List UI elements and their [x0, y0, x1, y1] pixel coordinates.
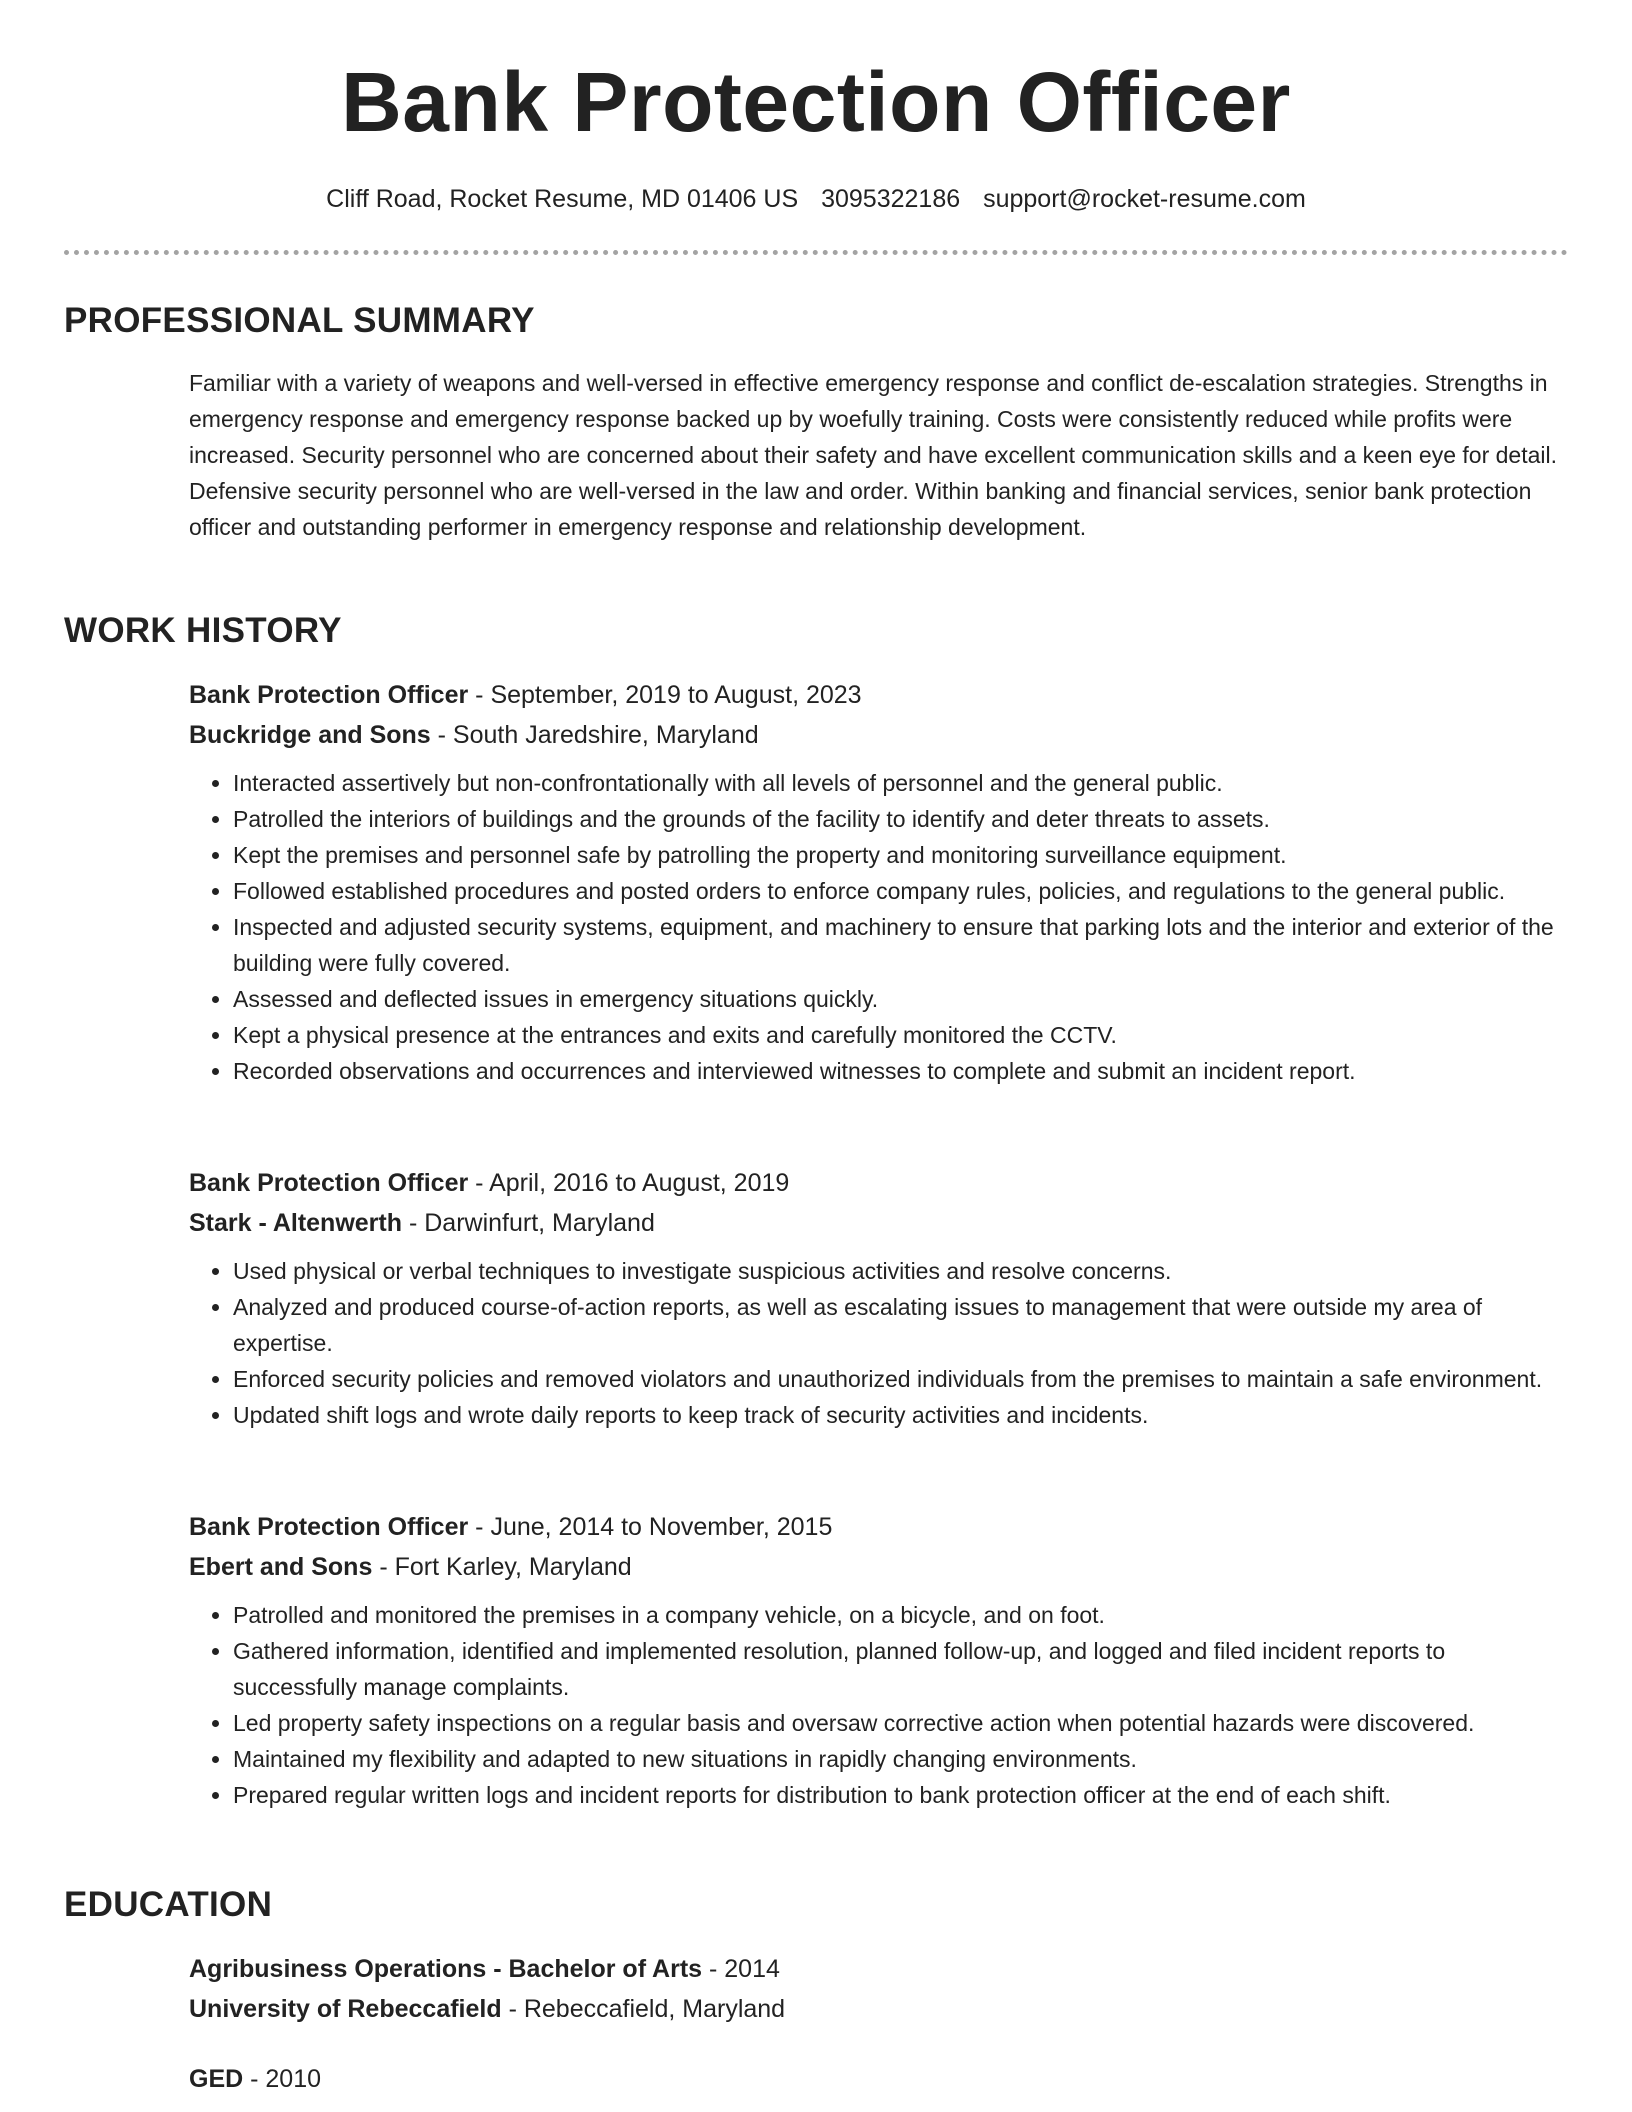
job-company: Ebert and Sons [189, 1553, 373, 1581]
summary-heading: PROFESSIONAL SUMMARY [64, 301, 535, 340]
list-item: • Kept the premises and personnel safe by patrolling the property and monitoring surveillance equipment. [233, 837, 1569, 873]
list-item: • Patrolled and monitored the premises in a company vehicle, on a bicycle, and on foot. [233, 1597, 1569, 1633]
job-dates: - June, 2014 to November, 2015 [468, 1513, 833, 1541]
summary-block [189, 365, 1569, 545]
list-item: • Kept a physical presence at the entrances and exits and carefully monitored the CCTV. [233, 1017, 1569, 1053]
education-entry [189, 1949, 1569, 2029]
list-item: • Prepared regular written logs and incident reports for distribution to bank protection officer at the end of each shift. [233, 1777, 1569, 1813]
education-degree-line [189, 2059, 1569, 2099]
job-company: Buckridge and Sons [189, 721, 431, 749]
contact-address: Cliff Road, Rocket Resume, MD 01406 US [326, 185, 799, 213]
job-bullets [189, 765, 1569, 1089]
job-title: Bank Protection Officer [189, 1513, 469, 1541]
education-year: - 2010 [243, 2065, 322, 2093]
education-year: - 2014 [702, 1955, 780, 1983]
education-degree-line [189, 1949, 1569, 1989]
job-bullets [189, 1597, 1569, 1813]
education-entry [189, 2059, 1569, 2099]
list-item: • Assessed and deflected issues in emergency situations quickly. [233, 981, 1569, 1017]
job-entry [189, 675, 1569, 1089]
education-heading: EDUCATION [64, 1885, 273, 1924]
list-item: • Used physical or verbal techniques to investigate suspicious activities and resolve concerns. [233, 1253, 1569, 1289]
job-dates: - September, 2019 to August, 2023 [468, 681, 862, 709]
job-entry [189, 1163, 1569, 1433]
list-item: • Followed established procedures and posted orders to enforce company rules, policies, and regulations to the general public. [233, 873, 1569, 909]
work-history-heading: WORK HISTORY [64, 611, 342, 650]
list-item: • Recorded observations and occurrences and interviewed witnesses to complete and submit an incident report. [233, 1053, 1569, 1089]
job-company-line [189, 715, 1569, 755]
list-item: • Inspected and adjusted security systems, equipment, and machinery to ensure that parking lots and the interior and exterior of the building were fully covered. [233, 909, 1569, 981]
job-title-line [189, 675, 1569, 715]
education-location: - Rebeccafield, Maryland [501, 1995, 786, 2023]
list-item: • Led property safety inspections on a regular basis and oversaw corrective action when potential hazards were discovered. [233, 1705, 1569, 1741]
list-item: • Analyzed and produced course-of-action reports, as well as escalating issues to management that were outside my area of expertise. [233, 1289, 1569, 1361]
list-item: • Maintained my flexibility and adapted to new situations in rapidly changing environments. [233, 1741, 1569, 1777]
contact-phone: 3095322186 [821, 185, 961, 213]
education-school: University of Rebeccafield [189, 1995, 502, 2023]
job-title-line [189, 1163, 1569, 1203]
job-company-line [189, 1203, 1569, 1243]
summary-text: Familiar with a variety of weapons and well-versed in effective emergency response and conflict de-escalation strategies. Strengths in emergency response and emergency response backed up by woefully training. Costs were consistently reduced while profits were increased. Security personnel who are concerned about their safety and have excellent communication skills and a keen eye for detail. Defensive security personnel who are well-versed in the law and order. Within banking and financial services, senior bank protection officer and outstanding performer in emergency response and relationship development. [189, 370, 1558, 540]
education-degree: Agribusiness Operations - Bachelor of Arts [189, 1955, 703, 1983]
job-bullets [189, 1253, 1569, 1433]
job-dates: - April, 2016 to August, 2019 [468, 1169, 790, 1197]
job-title: Bank Protection Officer [189, 681, 469, 709]
header-divider [64, 250, 1568, 255]
resume-name: Bank Protection Officer [341, 55, 1291, 149]
list-item: • Interacted assertively but non-confrontationally with all levels of personnel and the general public. [233, 765, 1569, 801]
job-title: Bank Protection Officer [189, 1169, 469, 1197]
contact-email: support@rocket-resume.com [983, 185, 1306, 213]
list-item: • Updated shift logs and wrote daily reports to keep track of security activities and incidents. [233, 1397, 1569, 1433]
job-entry [189, 1507, 1569, 1813]
list-item: • Gathered information, identified and implemented resolution, planned follow-up, and logged and filed incident reports to successfully manage complaints. [233, 1633, 1569, 1705]
job-location: - Darwinfurt, Maryland [402, 1209, 655, 1237]
job-location: - South Jaredshire, Maryland [430, 721, 759, 749]
job-title-line [189, 1507, 1569, 1547]
contact-line [0, 182, 1632, 216]
education-degree: GED [189, 2065, 244, 2093]
job-company: Stark - Altenwerth [189, 1209, 403, 1237]
education-school-line [189, 1989, 1569, 2029]
list-item: • Enforced security policies and removed violators and unauthorized individuals from the premises to maintain a safe environment. [233, 1361, 1569, 1397]
job-location: - Fort Karley, Maryland [372, 1553, 632, 1581]
job-company-line [189, 1547, 1569, 1587]
list-item: • Patrolled the interiors of buildings and the grounds of the facility to identify and deter threats to assets. [233, 801, 1569, 837]
